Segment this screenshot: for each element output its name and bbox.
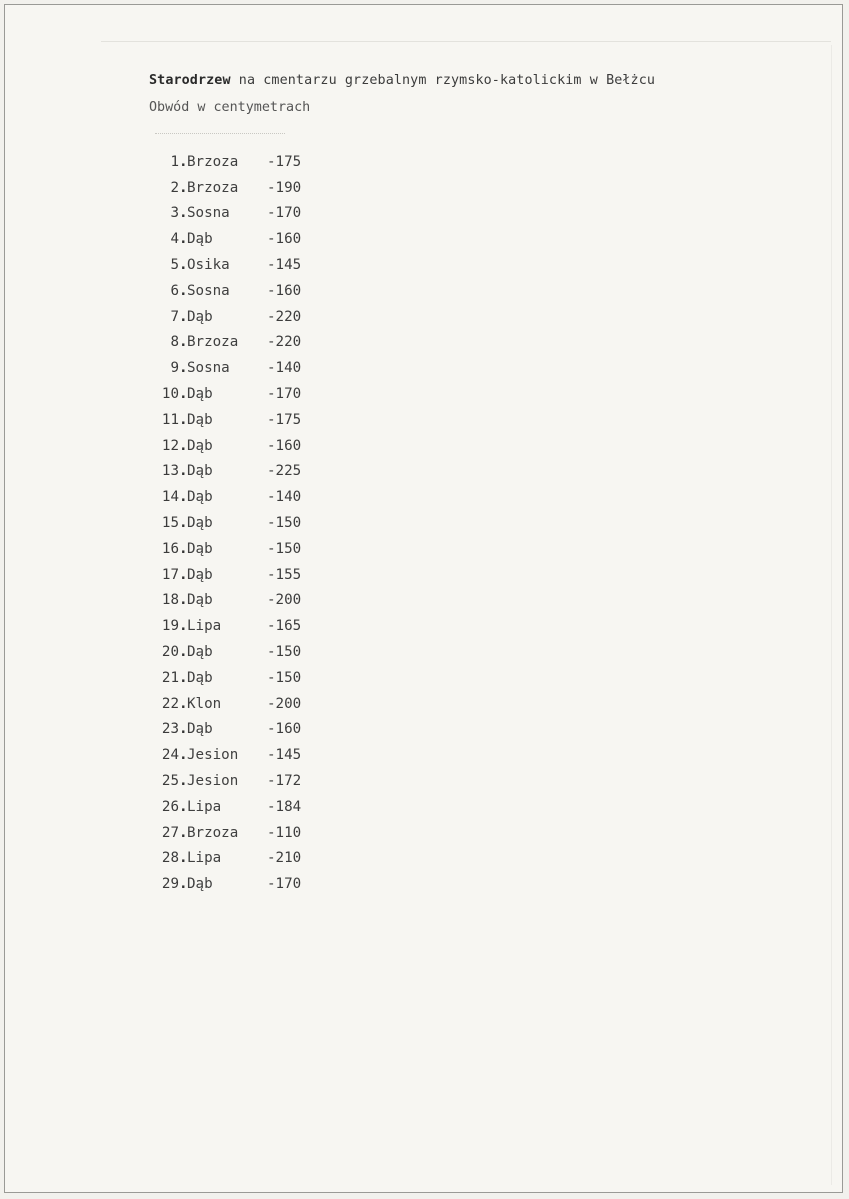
separator: . bbox=[179, 360, 188, 377]
separator: . bbox=[179, 386, 188, 403]
tree-circumference: -190 bbox=[267, 179, 302, 196]
tree-number: 8 bbox=[170, 334, 179, 351]
tree-species: Dąb bbox=[187, 437, 213, 454]
document-title-rest: na cmentarzu grzebalnym rzymsko-katolickim w Bełżcu bbox=[230, 73, 656, 88]
list-item bbox=[145, 252, 315, 278]
separator: . bbox=[179, 669, 188, 686]
tree-circumference: -175 bbox=[267, 411, 302, 428]
separator: . bbox=[179, 411, 188, 428]
tree-number: 16 bbox=[161, 540, 179, 557]
tree-circumference: -220 bbox=[267, 308, 302, 325]
tree-species: Klon bbox=[187, 695, 222, 712]
tree-circumference: -170 bbox=[267, 876, 302, 893]
tree-number: 24 bbox=[161, 747, 179, 764]
list-item bbox=[145, 381, 315, 407]
tree-circumference: -150 bbox=[267, 515, 302, 532]
list-item bbox=[145, 226, 315, 252]
tree-circumference: -160 bbox=[267, 231, 302, 248]
tree-circumference: -155 bbox=[267, 566, 302, 583]
list-item bbox=[145, 304, 315, 330]
tree-number: 12 bbox=[161, 437, 179, 454]
tree-species: Dąb bbox=[187, 669, 213, 686]
tree-number: 25 bbox=[161, 773, 179, 790]
tree-number: 18 bbox=[161, 592, 179, 609]
tree-species: Dąb bbox=[187, 489, 213, 506]
separator: . bbox=[179, 773, 188, 790]
tree-number: 28 bbox=[161, 850, 179, 867]
list-item bbox=[145, 742, 315, 768]
document-subtitle: Obwód w centymetrach bbox=[149, 100, 311, 115]
tree-species: Dąb bbox=[187, 386, 213, 403]
separator: . bbox=[179, 515, 188, 532]
tree-species: Lipa bbox=[187, 798, 222, 815]
tree-circumference: -140 bbox=[267, 489, 302, 506]
tree-circumference: -170 bbox=[267, 205, 302, 222]
tree-species: Dąb bbox=[187, 876, 213, 893]
tree-species: Lipa bbox=[187, 618, 222, 635]
tree-circumference: -150 bbox=[267, 644, 302, 661]
tree-number: 9 bbox=[170, 360, 179, 377]
list-item bbox=[145, 175, 315, 201]
tree-species: Dąb bbox=[187, 540, 213, 557]
list-item bbox=[145, 820, 315, 846]
tree-circumference: -220 bbox=[267, 334, 302, 351]
tree-number: 5 bbox=[170, 257, 179, 274]
tree-circumference: -160 bbox=[267, 437, 302, 454]
tree-circumference: -160 bbox=[267, 282, 302, 299]
document-title bbox=[149, 73, 655, 88]
separator: . bbox=[179, 463, 188, 480]
tree-number: 21 bbox=[161, 669, 179, 686]
tree-species: Dąb bbox=[187, 592, 213, 609]
list-item bbox=[145, 433, 315, 459]
list-item bbox=[145, 562, 315, 588]
separator: . bbox=[179, 282, 188, 299]
tree-species: Brzoza bbox=[187, 334, 239, 351]
tree-number: 26 bbox=[161, 798, 179, 815]
tree-circumference: -170 bbox=[267, 386, 302, 403]
tree-number: 19 bbox=[161, 618, 179, 635]
tree-number: 22 bbox=[161, 695, 179, 712]
separator: . bbox=[179, 850, 188, 867]
list-item bbox=[145, 459, 315, 485]
tree-circumference: -200 bbox=[267, 695, 302, 712]
tree-number: 2 bbox=[170, 179, 179, 196]
list-item bbox=[145, 201, 315, 227]
list-item bbox=[145, 510, 315, 536]
list-item bbox=[145, 149, 315, 175]
separator: . bbox=[179, 205, 188, 222]
tree-species: Dąb bbox=[187, 644, 213, 661]
tree-number: 4 bbox=[170, 231, 179, 248]
tree-species: Dąb bbox=[187, 721, 213, 738]
tree-circumference: -200 bbox=[267, 592, 302, 609]
separator: . bbox=[179, 592, 188, 609]
tree-circumference: -225 bbox=[267, 463, 302, 480]
tree-circumference: -150 bbox=[267, 669, 302, 686]
tree-number: 6 bbox=[170, 282, 179, 299]
list-item bbox=[145, 278, 315, 304]
list-item bbox=[145, 639, 315, 665]
tree-species: Sosna bbox=[187, 360, 230, 377]
list-item bbox=[145, 613, 315, 639]
tree-species: Brzoza bbox=[187, 179, 239, 196]
tree-species: Lipa bbox=[187, 850, 222, 867]
separator: . bbox=[179, 334, 188, 351]
tree-species: Brzoza bbox=[187, 824, 239, 841]
list-item bbox=[145, 407, 315, 433]
list-item bbox=[145, 717, 315, 743]
list-item bbox=[145, 794, 315, 820]
tree-species: Dąb bbox=[187, 566, 213, 583]
list-item bbox=[145, 484, 315, 510]
list-item bbox=[145, 355, 315, 381]
list-item bbox=[145, 846, 315, 872]
list-item bbox=[145, 665, 315, 691]
list-item bbox=[145, 768, 315, 794]
tree-species: Sosna bbox=[187, 282, 230, 299]
tree-species: Jesion bbox=[187, 773, 239, 790]
tree-species: Dąb bbox=[187, 515, 213, 532]
tree-species: Sosna bbox=[187, 205, 230, 222]
tree-number: 23 bbox=[161, 721, 179, 738]
separator: . bbox=[179, 489, 188, 506]
tree-circumference: -150 bbox=[267, 540, 302, 557]
document-title-lead: Starodrzew bbox=[149, 73, 231, 88]
tree-number: 17 bbox=[161, 566, 179, 583]
tree-number: 20 bbox=[161, 644, 179, 661]
tree-circumference: -165 bbox=[267, 618, 302, 635]
separator: . bbox=[179, 308, 188, 325]
tree-circumference: -145 bbox=[267, 257, 302, 274]
tree-number: 3 bbox=[170, 205, 179, 222]
separator: . bbox=[179, 798, 188, 815]
tree-species: Dąb bbox=[187, 231, 213, 248]
tree-number: 27 bbox=[161, 824, 179, 841]
list-item bbox=[145, 536, 315, 562]
tree-circumference: -172 bbox=[267, 773, 302, 790]
tree-circumference: -184 bbox=[267, 798, 302, 815]
tree-species: Dąb bbox=[187, 463, 213, 480]
tree-circumference: -210 bbox=[267, 850, 302, 867]
tree-number: 11 bbox=[161, 411, 179, 428]
separator: . bbox=[179, 231, 188, 248]
tree-number: 14 bbox=[161, 489, 179, 506]
tree-circumference: -160 bbox=[267, 721, 302, 738]
separator: . bbox=[179, 257, 188, 274]
list-item bbox=[145, 871, 315, 897]
tree-number: 7 bbox=[170, 308, 179, 325]
tree-circumference: -110 bbox=[267, 824, 302, 841]
tree-number: 1 bbox=[170, 153, 179, 170]
tree-number: 15 bbox=[161, 515, 179, 532]
separator: . bbox=[179, 644, 188, 661]
tree-species: Dąb bbox=[187, 411, 213, 428]
tree-number: 10 bbox=[161, 386, 179, 403]
list-item bbox=[145, 691, 315, 717]
tree-species: Jesion bbox=[187, 747, 239, 764]
separator: . bbox=[179, 540, 188, 557]
list-item bbox=[145, 330, 315, 356]
separator: . bbox=[179, 876, 188, 893]
separator: . bbox=[179, 747, 188, 764]
separator: . bbox=[179, 566, 188, 583]
tree-circumference: -145 bbox=[267, 747, 302, 764]
tree-number: 13 bbox=[161, 463, 179, 480]
tree-list bbox=[145, 149, 315, 897]
separator: . bbox=[179, 695, 188, 712]
tree-species: Brzoza bbox=[187, 153, 239, 170]
tree-species: Dąb bbox=[187, 308, 213, 325]
tree-species: Osika bbox=[187, 257, 230, 274]
separator: . bbox=[179, 437, 188, 454]
separator: . bbox=[179, 179, 188, 196]
tree-number: 29 bbox=[161, 876, 179, 893]
separator: . bbox=[179, 824, 188, 841]
divider bbox=[155, 133, 285, 136]
tree-circumference: -175 bbox=[267, 153, 302, 170]
separator: . bbox=[179, 618, 188, 635]
separator: . bbox=[179, 153, 188, 170]
document-page bbox=[4, 4, 843, 1193]
separator: . bbox=[179, 721, 188, 738]
list-item bbox=[145, 588, 315, 614]
tree-circumference: -140 bbox=[267, 360, 302, 377]
